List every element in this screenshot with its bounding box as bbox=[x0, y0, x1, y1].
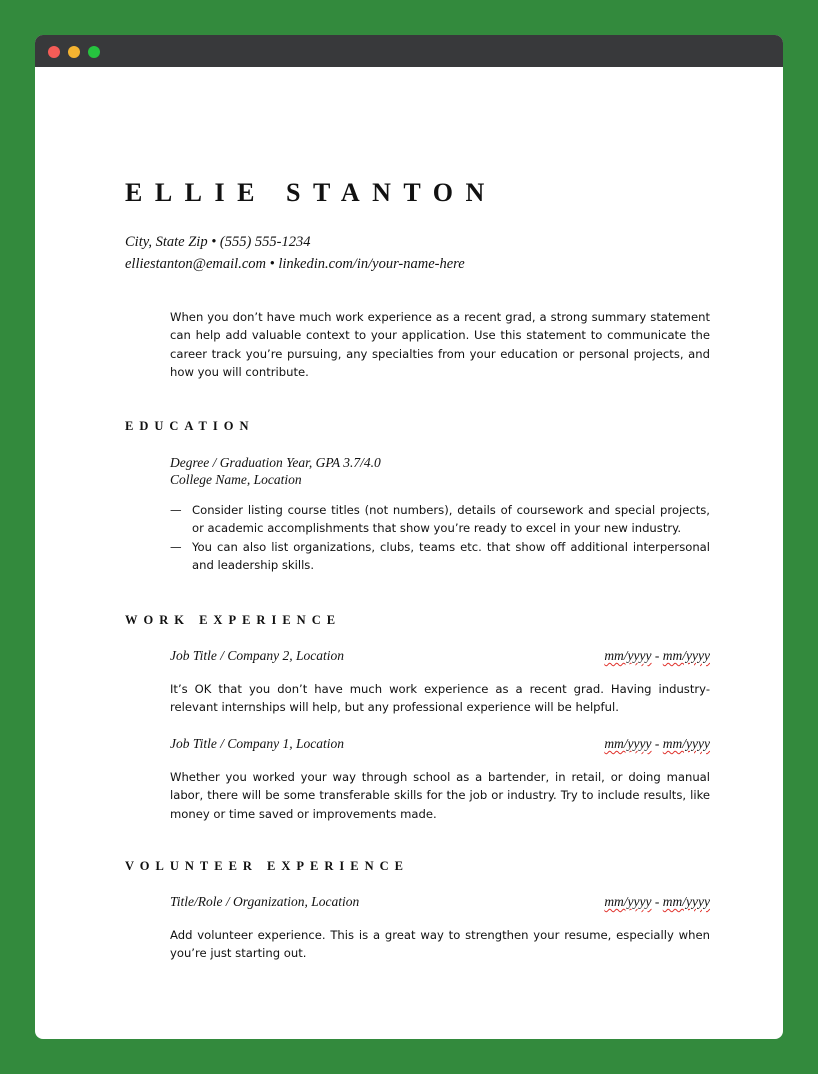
volunteer-description: Add volunteer experience. This is a great way to strengthen your resume, especially when you’re just starting out. bbox=[170, 928, 710, 961]
resume-document bbox=[35, 67, 783, 1039]
zoom-window-button[interactable] bbox=[88, 46, 100, 58]
education-bullet bbox=[170, 538, 710, 575]
bullet-dash: — bbox=[170, 503, 182, 517]
volunteer-dates bbox=[604, 895, 710, 909]
education-college: College Name, Location bbox=[170, 472, 302, 487]
date-start: mm/yyyy bbox=[604, 648, 652, 663]
date-separator: - bbox=[651, 894, 663, 909]
contact-line-email-linkedin: elliestanton@email.com • linkedin.com/in/your-name-here bbox=[125, 256, 465, 272]
job-dates-company-2 bbox=[604, 649, 710, 663]
job-description-company-2: It’s OK that you don’t have much work experience as a recent grad. Having industry-relevant internships will help, but any professional experience will be helpful. bbox=[170, 682, 710, 715]
education-bullet-text: Consider listing course titles (not numbers), details of coursework and special projects, or academic accomplishments that show you’re ready to excel in your new industry. bbox=[192, 503, 710, 536]
date-start: mm/yyyy bbox=[604, 894, 652, 909]
volunteer-experience-heading: VOLUNTEER EXPERIENCE bbox=[125, 859, 410, 873]
education-bullet bbox=[170, 501, 710, 538]
job-dates-company-1 bbox=[604, 737, 710, 751]
resume-name: ELLIE STANTON bbox=[125, 178, 497, 207]
education-bullet-list bbox=[170, 501, 710, 574]
date-separator: - bbox=[651, 648, 663, 663]
date-separator: - bbox=[651, 736, 663, 751]
work-experience-heading: WORK EXPERIENCE bbox=[125, 613, 342, 627]
job-title-company-1: Job Title / Company 1, Location bbox=[170, 736, 344, 751]
window-titlebar bbox=[35, 35, 783, 67]
contact-line-location-phone: City, State Zip • (555) 555-1234 bbox=[125, 234, 311, 250]
education-heading: EDUCATION bbox=[125, 419, 255, 433]
bullet-dash: — bbox=[170, 539, 182, 554]
date-end: mm/yyyy bbox=[662, 894, 710, 909]
date-end: mm/yyyy bbox=[662, 736, 710, 751]
job-description-company-1: Whether you worked your way through school as a bartender, in retail, or doing manual labor, there will be some transferable skills for the job or industry. Try to include results, like money or time saved or improvements made. bbox=[170, 770, 710, 821]
browser-window bbox=[35, 35, 783, 1039]
date-start: mm/yyyy bbox=[604, 736, 652, 751]
close-window-button[interactable] bbox=[48, 46, 60, 58]
date-end: mm/yyyy bbox=[662, 648, 710, 663]
education-degree: Degree / Graduation Year, GPA 3.7/4.0 bbox=[170, 455, 381, 470]
education-bullet-text: You can also list organizations, clubs, teams etc. that show off additional interpersonal and leadership skills. bbox=[192, 539, 710, 572]
volunteer-title-organization: Title/Role / Organization, Location bbox=[170, 894, 360, 909]
summary-statement: When you don’t have much work experience as a recent grad, a strong summary statement can help add valuable context to your application. Use this statement to communicate the career track you’re pursuing, any specialties from your education or personal projects, and how you will contribute. bbox=[170, 310, 710, 379]
minimize-window-button[interactable] bbox=[68, 46, 80, 58]
job-title-company-2: Job Title / Company 2, Location bbox=[170, 648, 344, 663]
